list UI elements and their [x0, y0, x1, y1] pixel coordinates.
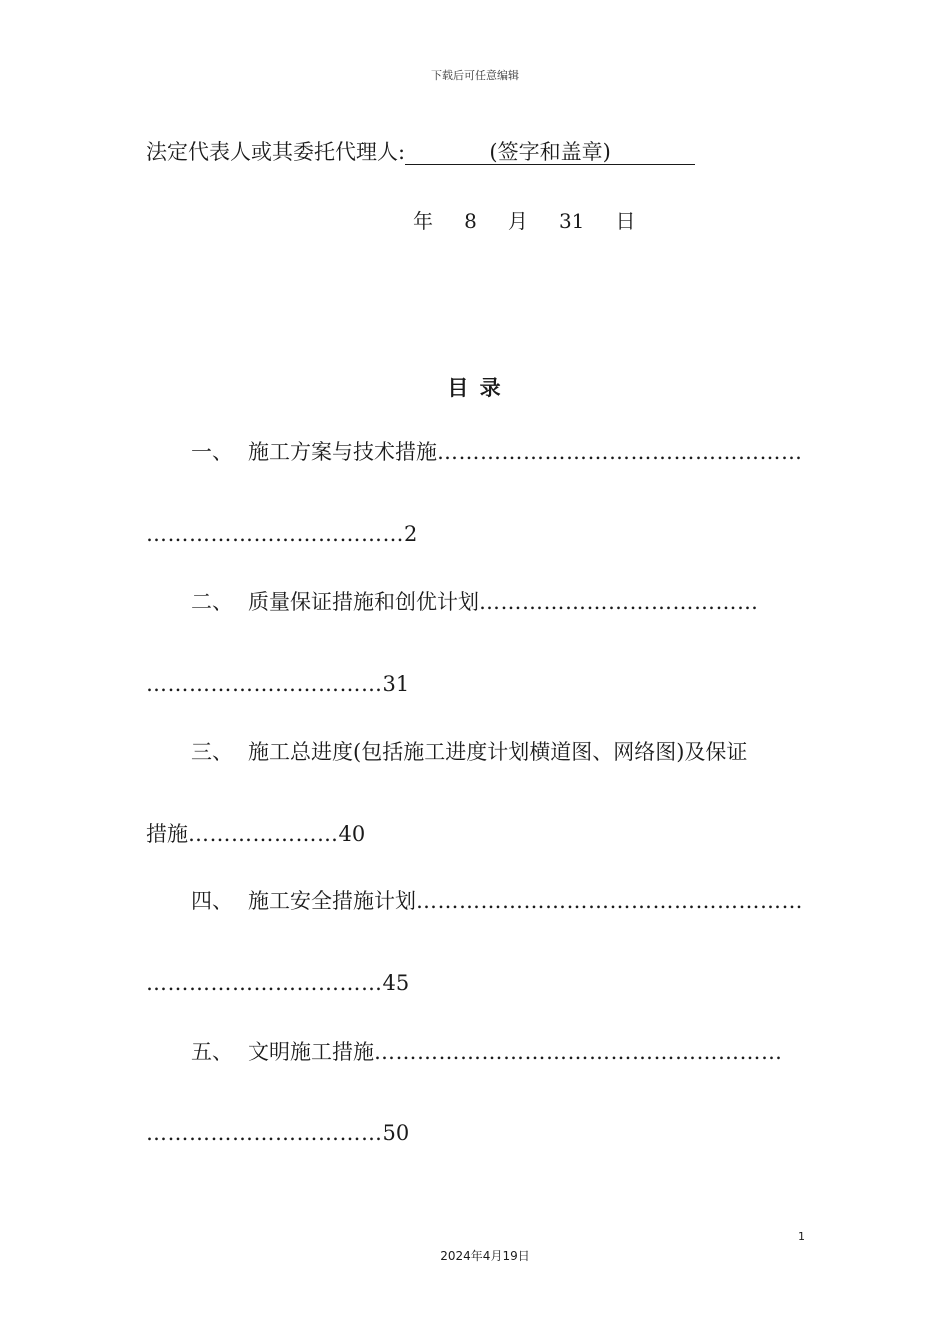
- page-number: 1: [798, 1230, 805, 1243]
- toc-entry-3-continuation: [146, 820, 806, 848]
- header-note: 下载后可任意编辑: [431, 69, 519, 82]
- footer-date: 2024年4月19日: [440, 1249, 530, 1263]
- toc-page-number: 2: [404, 522, 418, 546]
- toc-cont-prefix: 措施: [146, 822, 188, 846]
- signature-label: 法定代表人或其委托代理人:: [146, 140, 406, 164]
- toc-leader-dots: ………………………………: [146, 522, 404, 546]
- toc-entry-5-continuation: [146, 1119, 806, 1147]
- toc-entry-5: [191, 1038, 803, 1066]
- toc-entry-title: 质量保证措施和创优计划: [248, 590, 479, 614]
- toc-page-number: 50: [382, 1121, 410, 1145]
- toc-entry-title: 施工安全措施计划: [248, 889, 416, 913]
- toc-entry-number: 二、: [191, 590, 233, 614]
- toc-leader-dots: ……………………………: [146, 672, 383, 696]
- toc-entry-2-continuation: [146, 670, 806, 698]
- toc-leader-dots: …………………………………………………: [374, 1040, 783, 1064]
- toc-leader-dots: ……………………………: [146, 971, 383, 995]
- toc-leader-dots: ………………………………………………: [416, 889, 803, 913]
- toc-entry-title: 文明施工措施: [248, 1040, 374, 1064]
- toc-entry-4: [191, 887, 803, 915]
- toc-entry-number: 五、: [191, 1040, 233, 1064]
- toc-entry-1-continuation: [146, 520, 806, 548]
- toc-entry-number: 四、: [191, 889, 233, 913]
- toc-entry-4-continuation: [146, 969, 806, 997]
- signature-line: [146, 136, 695, 166]
- toc-entry-3: [191, 738, 803, 766]
- toc-page-number: 45: [382, 971, 410, 995]
- toc-page-number: 40: [338, 822, 366, 846]
- toc-leader-dots: ……………………………: [146, 1121, 383, 1145]
- toc-leader-dots: …………………………………: [479, 590, 759, 614]
- toc-leader-dots: …………………: [188, 822, 339, 846]
- toc-page-number: 31: [382, 672, 410, 696]
- toc-title: 目 录: [447, 375, 503, 400]
- toc-entry-title: 施工方案与技术措施: [248, 440, 437, 464]
- date-line: 年 8 月 31 日: [413, 209, 636, 233]
- toc-entry-title: 施工总进度(包括施工进度计划横道图、网络图)及保证: [248, 740, 748, 764]
- toc-entry-number: 一、: [191, 440, 233, 464]
- toc-entry-number: 三、: [191, 740, 233, 764]
- toc-entry-2: [191, 588, 803, 616]
- toc-leader-dots: ……………………………………………: [437, 440, 803, 464]
- signature-blank: (签字和盖章): [405, 140, 695, 165]
- toc-entry-1: [191, 438, 803, 466]
